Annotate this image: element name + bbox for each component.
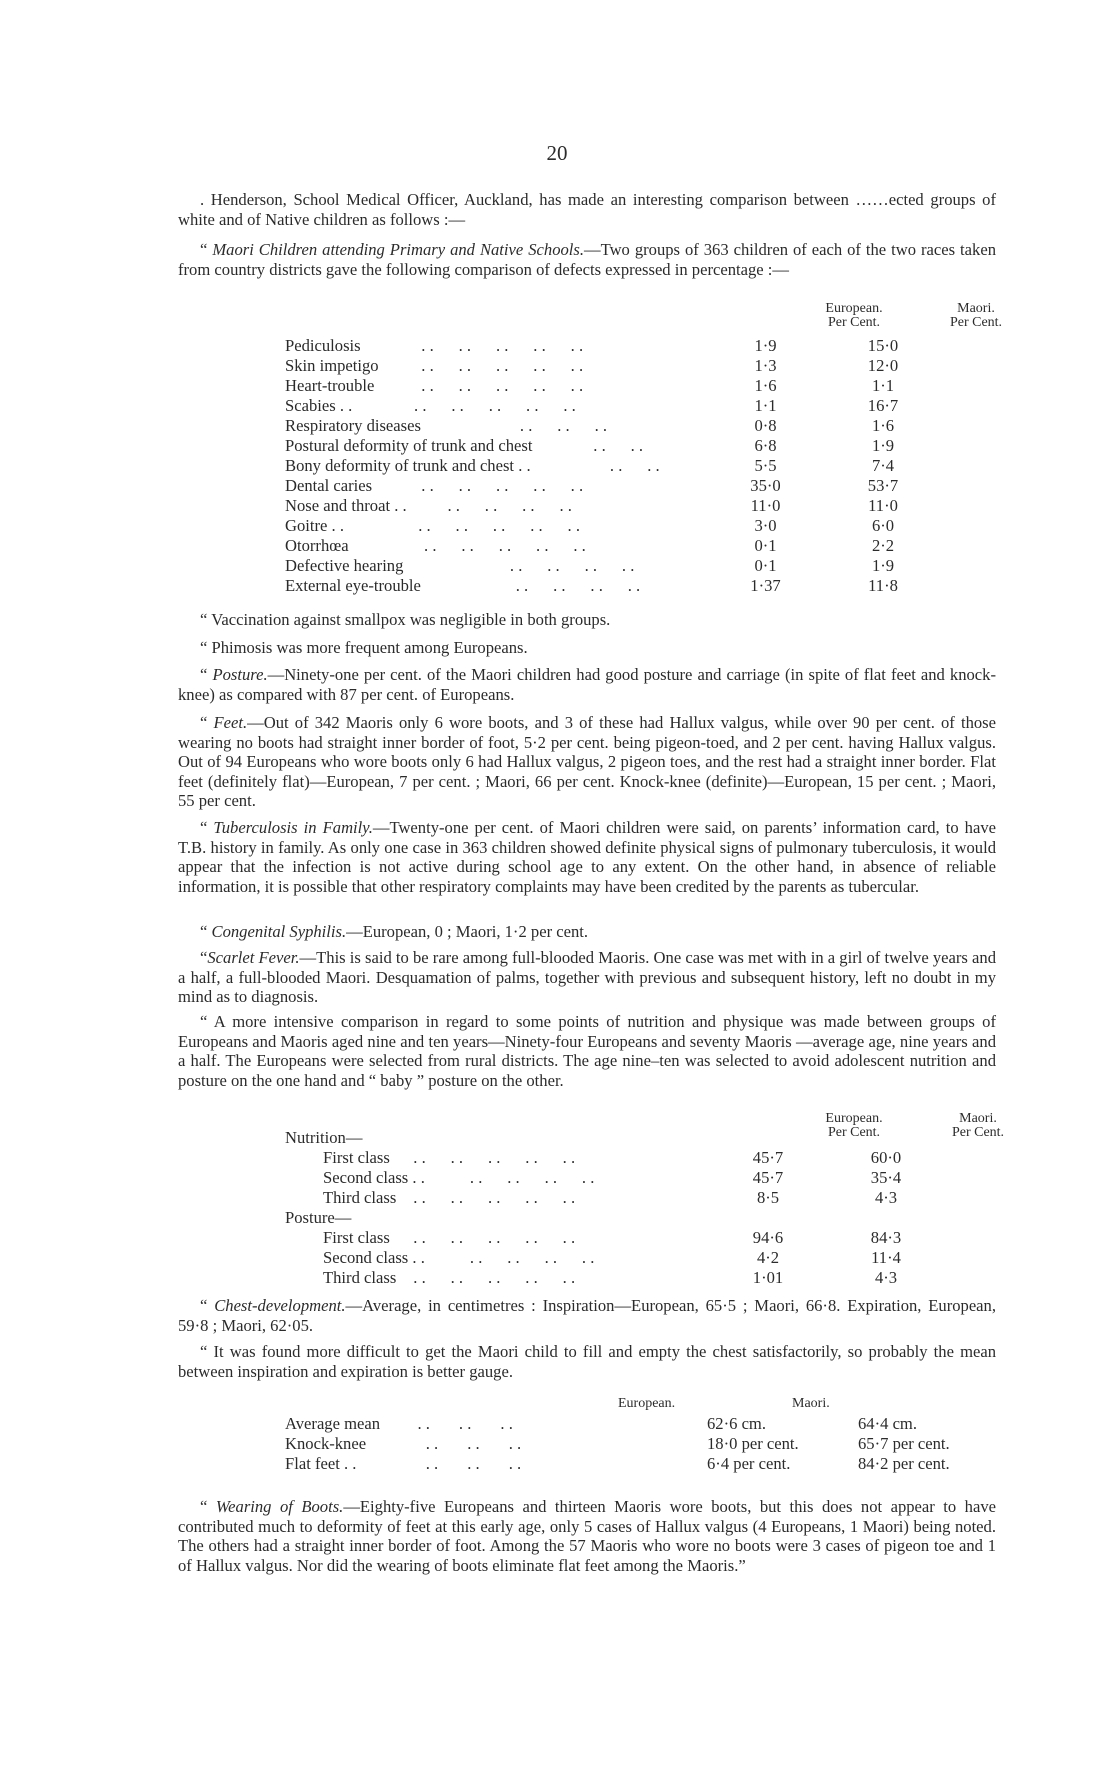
table-row	[285, 436, 996, 456]
table-row	[285, 1268, 996, 1288]
european-value: 1·6	[754, 376, 777, 395]
maori-children-text: —Two groups of 363 children of each of the two races taken from country districts gave the following comparison of defects expressed in percentage :—	[178, 240, 996, 279]
row-label: Second class . .	[323, 1248, 425, 1267]
maori-children-title: Maori Children attending Primary and Native Schools.	[212, 240, 584, 259]
maori-value: 1·9	[871, 436, 895, 455]
table-row	[285, 456, 996, 476]
phimosis-paragraph: “ Phimosis was more frequent among Europeans.	[200, 638, 528, 657]
defects-header-european: European. Per Cent.	[825, 301, 883, 330]
row-label: Average mean	[285, 1414, 381, 1433]
maori-value: 6·0	[871, 516, 895, 535]
table-row	[285, 1168, 996, 1188]
european-value: 62·6 cm.	[707, 1414, 766, 1433]
row-leader-dots: . . . . . . . . . .	[405, 1228, 576, 1247]
european-value: 1·37	[750, 576, 781, 595]
maori-value: 84·3	[870, 1228, 902, 1247]
row-leader-dots: . . . . . . . . . .	[385, 396, 576, 415]
maori-value: 7·4	[871, 456, 895, 475]
maori-value: 35·4	[870, 1168, 902, 1187]
maori-value: 60·0	[870, 1148, 902, 1167]
european-value: 4·2	[756, 1248, 780, 1267]
page-number: 20	[546, 141, 568, 165]
row-label: External eye-trouble	[285, 576, 421, 595]
maori-value: 64·4 cm.	[858, 1414, 917, 1433]
maori-value: 1·6	[871, 416, 895, 435]
maori-value: 1·1	[871, 376, 895, 395]
row-label: Third class	[323, 1188, 397, 1207]
european-value: 1·3	[754, 356, 777, 375]
chest-table	[178, 1396, 996, 1478]
european-value: 0·8	[754, 416, 777, 435]
nutrition-posture-table	[178, 1111, 1005, 1292]
european-value: 1·9	[754, 336, 777, 355]
row-leader-dots: . . . . . . . .	[445, 1248, 595, 1267]
nutrition-group-label: Nutrition—	[285, 1128, 363, 1147]
row-leader-dots: . . . . . . . . . .	[405, 1188, 576, 1207]
european-value: 1·01	[752, 1268, 784, 1287]
posture-paragraph: “ Posture.—Ninety-one per cent. of the Maori children had good posture and carriage (in spite of flat feet and knock-knee) as compared with 87 per cent. of Europeans.	[178, 665, 996, 704]
intensive-comparison-paragraph: “ A more intensive comparison in regard to some points of nutrition and physique was made between groups of Europeans and Maoris aged nine and ten years—Ninety-four Europeans and seventy Maoris —average age, nine years and a half. The Europeans were selected from rural districts. The age nine–ten was selected to avoid adolescent nutrition and posture on the one hand and “ baby ” posture on the other.	[178, 1012, 996, 1090]
table-row	[285, 556, 996, 576]
row-leader-dots: . . . . . . . . . .	[395, 536, 586, 555]
maori-value: 1·9	[871, 556, 895, 575]
chest-header-european: European.	[618, 1396, 676, 1411]
maori-value: 4·3	[874, 1268, 898, 1287]
row-leader-dots: . . . . . . . . . .	[413, 476, 584, 495]
maori-value: 84·2 per cent.	[858, 1454, 950, 1473]
row-leader-dots: . . . . . . . . . .	[413, 336, 584, 355]
row-label: First class	[323, 1148, 390, 1167]
table-row	[285, 1248, 996, 1268]
nutrition-header-maori: Maori. Per Cent.	[951, 1111, 1005, 1140]
defects-header-maori: Maori. Per Cent.	[949, 301, 1003, 330]
row-label: Third class	[323, 1268, 397, 1287]
maori-value: 4·3	[874, 1188, 898, 1207]
european-value: 3·0	[754, 516, 777, 535]
european-value: 5·5	[754, 456, 777, 475]
row-leader-dots: . . . . . . . . . .	[413, 356, 584, 375]
table-row	[285, 396, 996, 416]
row-leader-dots: . . . . . . . .	[445, 1168, 595, 1187]
chest-development-paragraph: “ Chest-development.—Average, in centimetres : Inspiration—European, 65·5 ; Maori, 66·8. Expiration, European, 59·8 ; Maori, 62·05.	[178, 1296, 996, 1335]
maori-value: 65·7 per cent.	[858, 1434, 950, 1453]
chest-header-maori: Maori.	[792, 1396, 830, 1411]
table-row	[285, 1434, 996, 1454]
european-value: 45·7	[752, 1168, 784, 1187]
row-leader-dots: . . . . . . . . . .	[413, 376, 584, 395]
maori-value: 11·8	[868, 576, 898, 595]
european-value: 94·6	[752, 1228, 784, 1247]
row-leader-dots: . . . . . . . .	[435, 496, 572, 515]
row-label: Bony deformity of trunk and chest . .	[285, 456, 531, 475]
table-row	[285, 336, 996, 356]
row-label: Second class . .	[323, 1168, 425, 1187]
row-label: Nose and throat . .	[285, 496, 407, 515]
row-label: Defective hearing	[285, 556, 404, 575]
european-value: 0·1	[754, 556, 777, 575]
maori-value: 53·7	[867, 476, 899, 495]
row-label: Flat feet . .	[285, 1454, 357, 1473]
table-row	[285, 416, 996, 436]
european-value: 18·0 per cent.	[707, 1434, 799, 1453]
european-value: 6·8	[754, 436, 777, 455]
row-label: Skin impetigo	[285, 356, 379, 375]
european-value: 6·4 per cent.	[707, 1454, 791, 1473]
european-value: 0·1	[754, 536, 777, 555]
table-row	[285, 1228, 996, 1248]
row-label: Heart-trouble	[285, 376, 375, 395]
european-value: 45·7	[752, 1148, 784, 1167]
row-label: First class	[323, 1228, 390, 1247]
maori-value: 11·0	[868, 496, 898, 515]
table-row	[285, 1148, 996, 1168]
table-row	[285, 1454, 996, 1474]
posture-group-label: Posture—	[285, 1208, 352, 1227]
row-leader-dots: . . . . . .	[495, 416, 608, 435]
table-row	[285, 516, 996, 536]
maori-value: 11·4	[871, 1248, 901, 1267]
table-row	[285, 496, 996, 516]
wearing-of-boots-paragraph: “ Wearing of Boots.—Eighty-five Europeans and thirteen Maoris wore boots, but this does not appear to have contributed much to deformity of feet at this early age, only 5 cases of Hallux valgus (4 Europeans, 1 Maori) being noted. The others had a straight inner border of foot. Among the 57 Maoris who wore no boots were 3 cases of pigeon toe and 1 of Hallux valgus. Nor did the wearing of boots eliminate flat feet among the Maoris.”	[178, 1497, 996, 1575]
row-label: Pediculosis	[285, 336, 361, 355]
row-leader-dots: . . . . . .	[405, 1454, 522, 1473]
european-value: 35·0	[750, 476, 781, 495]
table-row	[285, 356, 996, 376]
table-row	[285, 476, 996, 496]
row-label: Respiratory diseases	[285, 416, 421, 435]
row-leader-dots: . . . . . .	[405, 1434, 522, 1453]
european-value: 11·0	[750, 496, 781, 515]
maori-value: 16·7	[867, 396, 899, 415]
table-row	[285, 536, 996, 556]
row-leader-dots: . . . . . . . . . .	[385, 516, 580, 535]
row-label: Postural deformity of trunk and chest	[285, 436, 533, 455]
intro-text: . Henderson, School Medical Officer, Auckland, has made an interesting comparison between ……ected groups of white and of Native children as follows :—	[178, 190, 996, 229]
syphilis-paragraph: “ Congenital Syphilis.—European, 0 ; Maori, 1·2 per cent.	[200, 922, 589, 941]
row-leader-dots: . . . .	[585, 436, 644, 455]
row-label: Scabies . .	[285, 396, 353, 415]
maori-value: 2·2	[871, 536, 895, 555]
difficulty-paragraph: “ It was found more difficult to get the Maori child to fill and empty the chest satisfactorily, so probably the mean between inspiration and expiration is better gauge.	[178, 1342, 996, 1381]
row-leader-dots: . . . . . . . .	[495, 576, 641, 595]
tuberculosis-paragraph: “ Tuberculosis in Family.—Twenty-one per cent. of Maori children were said, on parents’ information card, to have T.B. history in family. As only one case in 363 children showed definite physical signs of pulmonary tuberculosis, it would appear that the infection is not active during school age to any extent. On the other hand, in absence of reliable information, it is possible that other respiratory complaints may have been credited by the parents as tubercular.	[178, 818, 997, 896]
maori-value: 15·0	[867, 336, 899, 355]
row-label: Goitre . .	[285, 516, 344, 535]
row-label: Otorrhœa	[285, 536, 349, 555]
feet-paragraph: “ Feet.—Out of 342 Maoris only 6 wore boots, and 3 of these had Hallux valgus, while over 90 per cent. of those wearing no boots had straight inner border of foot, 5·2 per cent. being pigeon-toed, and 2 per cent. having Hallux valgus. Out of 94 Europeans who wore boots only 6 had Hallux valgus, 2 pigeon toes, and the rest had a straight inner border. Flat feet (definitely flat)—European, 7 per cent. ; Maori, 66 per cent. Knock-knee (definite)—European, 15 per cent. ; Maori, 55 per cent.	[178, 713, 997, 811]
row-leader-dots: . . . .	[585, 456, 660, 475]
european-value: 8·5	[756, 1188, 780, 1207]
table-row	[285, 576, 996, 596]
european-value: 1·1	[754, 396, 777, 415]
row-leader-dots: . . . . . . . . . .	[405, 1148, 576, 1167]
scarlet-fever-paragraph: “Scarlet Fever.—This is said to be rare among full-blooded Maoris. One case was met with in a girl of twelve years and a half, a full-blooded Maori. Desquamation of palms, together with previous and subsequent history, left no doubt in my mind as to diagnosis.	[178, 948, 996, 1007]
row-label: Knock-knee	[285, 1434, 367, 1453]
table-row	[285, 1188, 996, 1208]
nutrition-header-european: European. Per Cent.	[825, 1111, 883, 1140]
maori-children-paragraph: “ Maori Children attending Primary and Native Schools.—Two groups of 363 children of each of the two races taken from country districts gave the following comparison of defects expressed in percentage :—	[178, 240, 996, 279]
row-leader-dots: . . . . . . . . . .	[405, 1268, 576, 1287]
table-row	[285, 376, 996, 396]
table-row	[285, 1414, 996, 1434]
intro-paragraph	[178, 190, 996, 229]
row-leader-dots: . . . . . . . .	[485, 556, 635, 575]
defects-table	[178, 301, 1003, 595]
row-label: Dental caries	[285, 476, 373, 495]
vaccination-paragraph: “ Vaccination against smallpox was negligible in both groups.	[200, 610, 611, 629]
row-leader-dots: . . . . . .	[405, 1414, 513, 1433]
maori-value: 12·0	[867, 356, 899, 375]
